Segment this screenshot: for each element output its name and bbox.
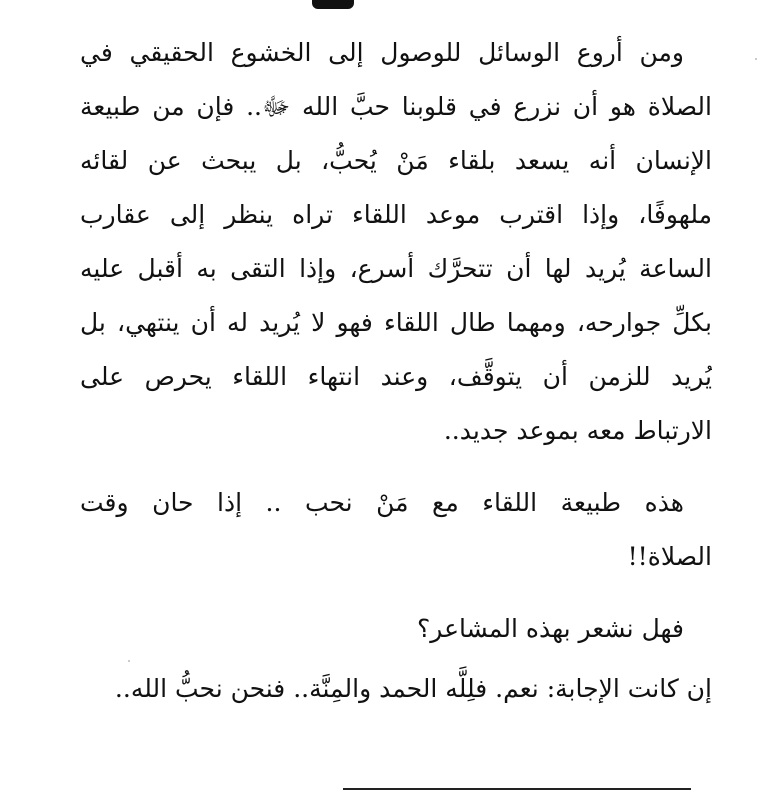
- text-line: هذه طبيعة اللقاء مع مَنْ نحب .. إذا حان وقت: [80, 488, 684, 517]
- scan-speck: [755, 58, 757, 60]
- text-line: الساعة يُريد لها أن تتحرَّك أسرع، وإذا التقى به أقبل عليه: [80, 254, 712, 283]
- paragraph-3: [80, 602, 712, 656]
- paragraph-2: [80, 476, 712, 584]
- text-line: يُريد للزمن أن يتوقَّف، وعند انتهاء اللقاء يحرص على: [80, 362, 712, 391]
- text-line: الصلاة!!: [627, 542, 712, 571]
- text-line: بكلِّ جوارحه، ومهما طال اللقاء فهو لا يُريد له أن ينتهي، بل: [80, 308, 712, 337]
- text-line: الإنسان أنه يسعد بلقاء مَنْ يُحبُّ، بل يبحث عن لقائه: [80, 146, 712, 175]
- text-line: ملهوفًا، وإذا اقترب موعد اللقاء تراه ينظر إلى عقارب: [80, 200, 712, 229]
- paragraph-4: [80, 662, 712, 716]
- text-line: ومن أروع الوسائل للوصول إلى الخشوع الحقيقي في: [80, 38, 684, 67]
- paragraph-gap: [80, 458, 712, 476]
- page-top-mark: [312, 0, 354, 9]
- text-line: فهل نشعر بهذه المشاعر؟: [417, 614, 684, 643]
- paragraph-gap: [80, 584, 712, 602]
- footnote-rule: [343, 788, 691, 790]
- document-page: [80, 26, 712, 716]
- text-line: الارتباط معه بموعد جديد..: [443, 416, 712, 445]
- paragraph-1: [80, 26, 712, 458]
- text-line: إن كانت الإجابة: نعم. فلِلَّه الحمد والمِنَّة.. فنحن نحبُّ الله..: [114, 674, 712, 703]
- text-line: الصلاة هو أن نزرع في قلوبنا حبَّ الله ﷻ.. فإن من طبيعة: [80, 92, 712, 121]
